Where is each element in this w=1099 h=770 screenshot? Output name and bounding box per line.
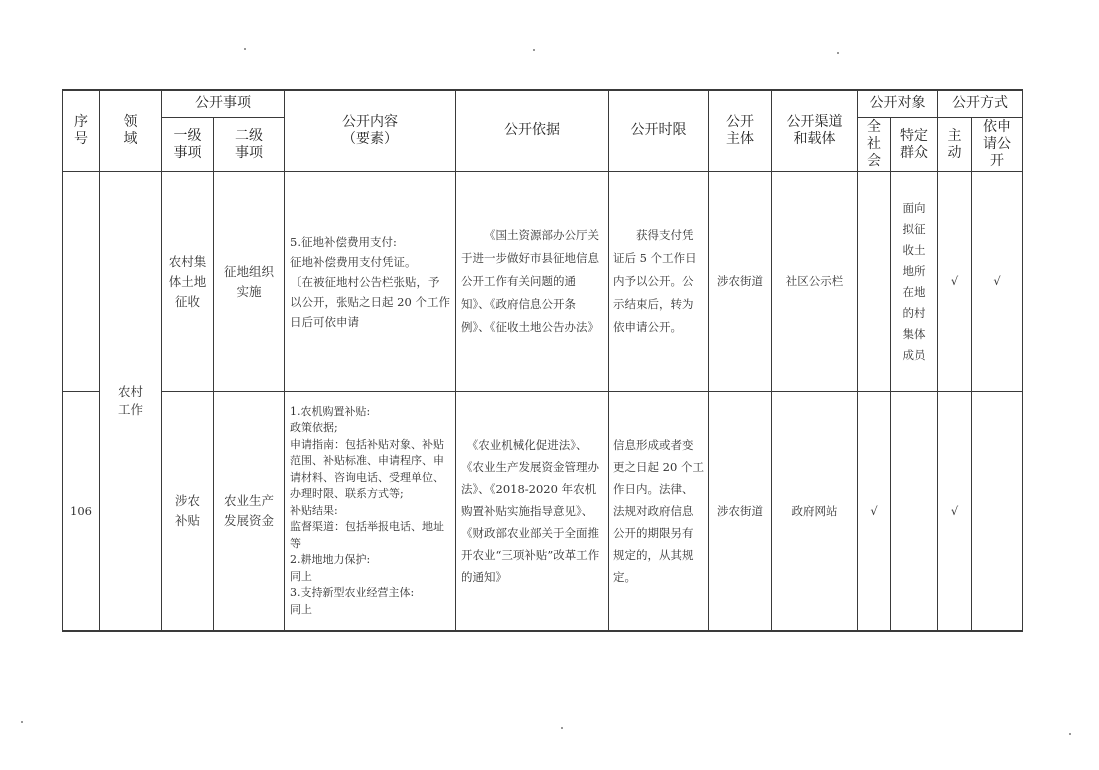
header-domain: 领域 bbox=[123, 113, 138, 147]
header-method-active: 主动 bbox=[947, 127, 962, 161]
row-subject: 涉农街道 bbox=[717, 503, 763, 518]
header-level1: 一级事项 bbox=[173, 127, 202, 161]
row-content: 5.征地补偿费用支付: 征地补偿费用支付凭证。 〔在被征地村公告栏张贴，予以公开，张贴之日起 20 个工作日后可依申请 bbox=[290, 234, 450, 329]
header-items: 公开事项 bbox=[195, 95, 251, 111]
row-method-active: √ bbox=[950, 503, 959, 518]
header-seq: 序号 bbox=[74, 113, 88, 147]
row-level2: 农业生产发展资金 bbox=[223, 493, 274, 528]
row-timelimit: 获得支付凭证后 5 个工作日内予以公开。公示结束后，转为依申请公开。 bbox=[613, 228, 697, 334]
scan-speck bbox=[21, 721, 23, 723]
row-basis: 《农业机械化促进法》、《农业生产发展资金管理办法》、《2018-2020 年农机购置补贴实施指导意见》、《财政部农业部关于全面推开农业“三项补贴”改革工作的通知》 bbox=[461, 438, 600, 584]
header-target-all: 全社会 bbox=[867, 119, 881, 169]
header-basis: 公开依据 bbox=[504, 122, 560, 138]
scan-speck bbox=[244, 48, 246, 50]
header-timelimit: 公开时限 bbox=[630, 122, 687, 138]
scan-speck bbox=[1069, 733, 1071, 735]
row-method-apply bbox=[972, 392, 1022, 630]
row-level2: 征地组织实施 bbox=[223, 263, 274, 299]
row-level1: 农村集体土地征收 bbox=[168, 253, 207, 309]
scan-speck bbox=[561, 727, 563, 729]
row-target-specific bbox=[891, 392, 937, 630]
header-method: 公开方式 bbox=[952, 95, 1008, 111]
header-target-specific: 特定群众 bbox=[900, 127, 928, 161]
header-method-apply: 依申请公开 bbox=[983, 119, 1011, 169]
row-method-active: √ bbox=[950, 274, 959, 289]
row-channel: 政府网站 bbox=[791, 503, 838, 518]
row-target-specific: 面向拟征收土地所在地的村集体成员 bbox=[902, 200, 926, 362]
header-content: 公开内容 （要素） bbox=[342, 113, 398, 147]
domain-cell: 农村工作 bbox=[117, 383, 143, 417]
scan-speck bbox=[533, 49, 535, 51]
table-border-right bbox=[1022, 89, 1023, 631]
row-content: 1.农机购置补贴: 政策依据; 申请指南：包括补贴对象、补贴范围、补贴标准、申请程序、申请材料、咨询电话、受理单位、办理时限、联系方式等; 补贴结果: 监督渠道：包括举报电话、地址等 2.耕地地力保护: 同上 3.支持新型农业经营主体: 同上 bbox=[290, 404, 444, 616]
row-basis: 《国土资源部办公厅关于进一步做好市县征地信息公开工作有关问题的通知》、《政府信息公开条例》、《征收土地公告办法》 bbox=[461, 228, 599, 334]
header-target: 公开对象 bbox=[869, 95, 926, 111]
header-level2: 二级事项 bbox=[235, 127, 263, 161]
scan-speck bbox=[837, 52, 839, 54]
header-channel: 公开渠道和载体 bbox=[786, 113, 843, 147]
row-seq: 106 bbox=[70, 503, 92, 518]
row-subject: 涉农街道 bbox=[717, 274, 763, 289]
row-target-all: √ bbox=[870, 503, 878, 518]
table-border-bottom bbox=[62, 630, 1023, 632]
row-level1: 涉农补贴 bbox=[174, 493, 200, 528]
row-seq bbox=[63, 172, 99, 391]
row-timelimit: 信息形成或者变更之日起 20 个工作日内。法律、法规对政府信息公开的期限另有规定的，从其规定。 bbox=[613, 438, 704, 584]
row-method-apply: √ bbox=[993, 274, 1001, 289]
header-subject: 公开主体 bbox=[726, 113, 754, 147]
row-channel: 社区公示栏 bbox=[785, 274, 844, 289]
row-target-all bbox=[858, 172, 890, 391]
